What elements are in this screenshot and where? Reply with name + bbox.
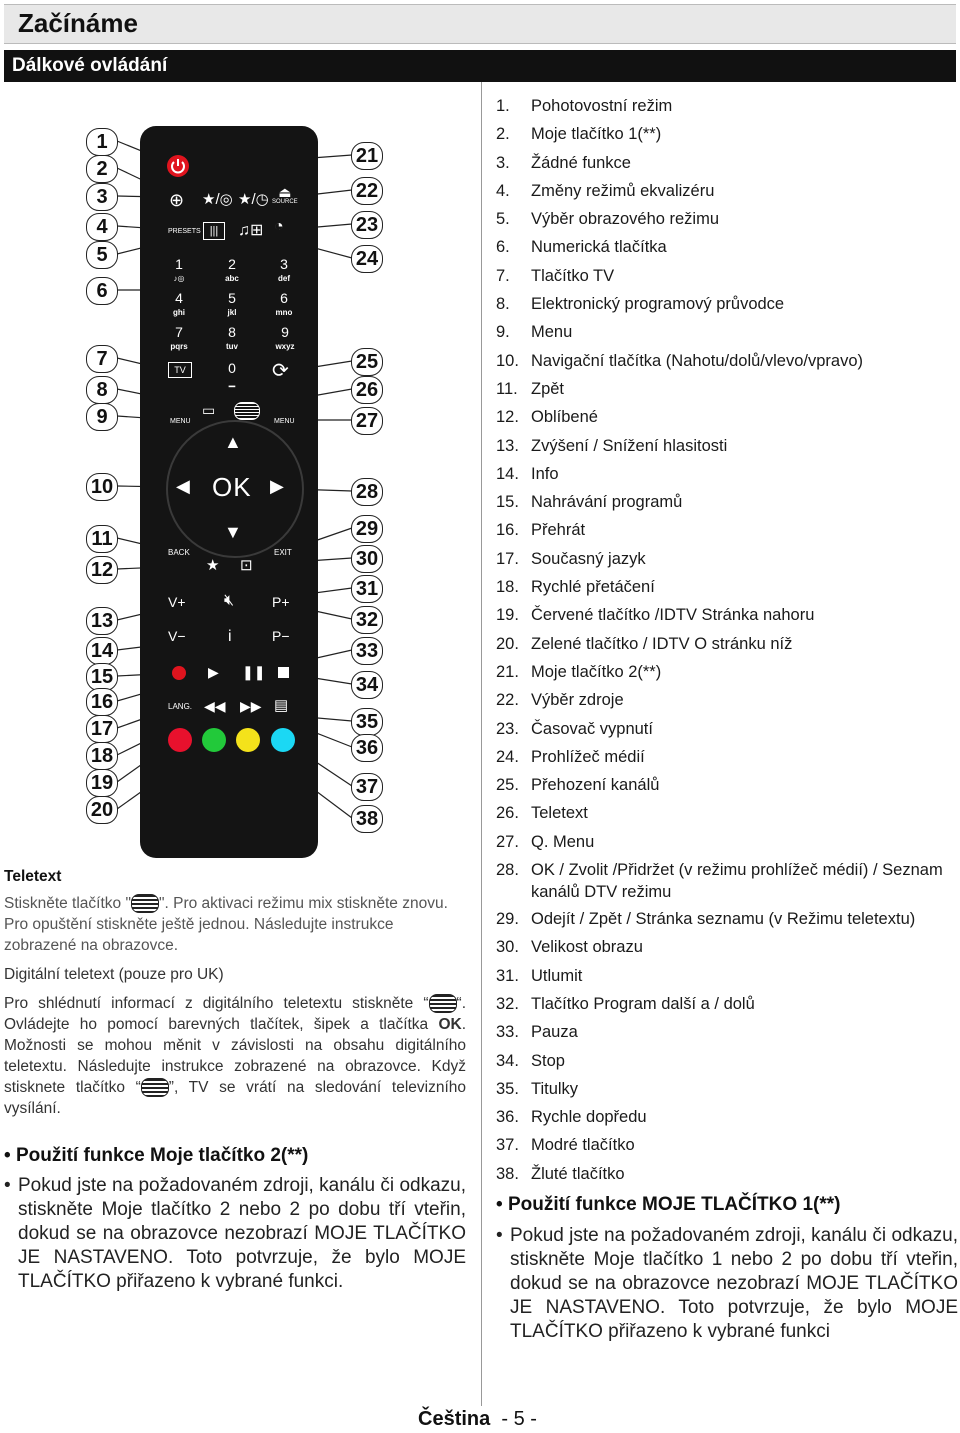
globe-icon: ⊕ bbox=[169, 190, 185, 210]
record-icon bbox=[172, 666, 186, 680]
program-down-key: P− bbox=[272, 628, 290, 644]
callout-33: 33 bbox=[351, 637, 383, 665]
digital-teletext-paragraph: Pro shlédnutí informací z digitálního teletextu stiskněte “ “. Ovládejte ho pomocí barevných tlačítek, šipek a tlačítka OK. Možnosti se mohou měnit v závislosti na obsahu digitálního teletextu. Následujte instrukce zobrazené na obrazovce. Když stisknete tlačítko “ ”, TV se vrátí na sledování televizního vysílání. bbox=[4, 995, 467, 1117]
num-key-5: 5 jkl bbox=[227, 290, 237, 317]
legend-text: Žádné funkce bbox=[531, 153, 631, 172]
epg-icon: ▭ bbox=[202, 402, 216, 418]
legend-text: Navigační tlačítka (Nahotu/dolů/vlevo/vpravo) bbox=[531, 351, 863, 370]
legend-number: 23. bbox=[496, 719, 519, 738]
play-icon: ▶ bbox=[208, 664, 219, 680]
lang-key-label: LANG. bbox=[168, 702, 193, 711]
favourites-icon: ★ bbox=[206, 557, 220, 574]
legend-number: 27. bbox=[496, 832, 519, 851]
legend-number: 25. bbox=[496, 776, 519, 795]
legend-item bbox=[496, 406, 958, 434]
callout-13: 13 bbox=[86, 607, 118, 635]
legend-item bbox=[496, 689, 958, 717]
legend-item bbox=[496, 548, 958, 576]
legend-number: 21. bbox=[496, 662, 519, 681]
callout-34: 34 bbox=[351, 671, 383, 699]
source-icon: ⏏ SOURCE bbox=[272, 184, 298, 205]
callout-18: 18 bbox=[86, 742, 118, 770]
arrow-up-icon: ▲ bbox=[224, 432, 242, 452]
legend-number: 16. bbox=[496, 521, 519, 540]
legend-item bbox=[496, 208, 958, 236]
legend-item bbox=[496, 1050, 958, 1078]
legend-item bbox=[496, 604, 958, 632]
callout-28: 28 bbox=[351, 478, 383, 506]
legend-item bbox=[496, 1163, 958, 1191]
teletext-icon bbox=[429, 994, 457, 1013]
digital-teletext-title: Digitální teletext (pouze pro UK) bbox=[4, 966, 224, 983]
callout-29: 29 bbox=[351, 515, 383, 543]
callout-22: 22 bbox=[351, 177, 383, 205]
legend-text: Titulky bbox=[531, 1079, 579, 1098]
num-key-7: 7 pqrs bbox=[170, 324, 188, 351]
q-menu-label: MENU bbox=[274, 418, 295, 425]
num-key-1-sub-icon: ♪◎ bbox=[173, 274, 185, 283]
callout-27: 27 bbox=[351, 407, 383, 435]
legend-text: Modré tlačítko bbox=[531, 1136, 635, 1155]
picture-size-icon: ⊡ bbox=[240, 557, 253, 574]
callout-38: 38 bbox=[351, 805, 383, 833]
legend-item bbox=[496, 123, 958, 151]
legend-number: 37. bbox=[496, 1136, 519, 1155]
legend-text: Prohlížeč médií bbox=[531, 747, 645, 766]
callout-20: 20 bbox=[86, 796, 118, 824]
legend-text: Časovač vypnutí bbox=[531, 719, 653, 738]
num-key-6: 6 mno bbox=[275, 290, 293, 317]
legend-text: Menu bbox=[531, 323, 573, 342]
callout-4: 4 bbox=[86, 213, 118, 241]
blue-key bbox=[271, 728, 295, 752]
callout-16: 16 bbox=[86, 688, 118, 716]
callout-6: 6 bbox=[86, 277, 118, 305]
callout-36: 36 bbox=[351, 734, 383, 762]
legend-text: Výběr zdroje bbox=[531, 691, 624, 710]
teletext-icon bbox=[131, 894, 159, 913]
legend-item bbox=[496, 491, 958, 519]
stop-icon bbox=[278, 667, 289, 678]
legend-text: Žluté tlačítko bbox=[531, 1164, 625, 1183]
num-key-8: 8 tuv bbox=[226, 324, 238, 351]
equalizer-icon: ||| bbox=[203, 222, 225, 240]
legend-item bbox=[496, 1106, 958, 1134]
legend-item bbox=[496, 746, 958, 774]
legend-text: Moje tlačítko 1(**) bbox=[531, 125, 662, 144]
legend-item bbox=[496, 350, 958, 378]
legend-text: Červené tlačítko /IDTV Stránka nahoru bbox=[531, 606, 815, 625]
legend-number: 3. bbox=[496, 153, 510, 172]
teletext-icon bbox=[234, 402, 260, 420]
sleep-timer-icon: ◔ bbox=[274, 218, 284, 235]
my-button-1-section bbox=[496, 1194, 958, 1344]
legend-text: Rychlé přetáčení bbox=[531, 578, 655, 597]
pause-icon: ❚❚ bbox=[242, 664, 266, 680]
power-icon bbox=[167, 155, 189, 177]
legend-text: Nahrávání programů bbox=[531, 493, 683, 512]
my-button-1-heading: • Použití funkce MOJE TLAČÍTKO 1(**) bbox=[496, 1194, 841, 1215]
section-title: Dálkové ovládání bbox=[12, 55, 168, 76]
subtitle-icon: ▤ bbox=[274, 697, 289, 714]
legend-number: 13. bbox=[496, 436, 519, 455]
my-button-2-section bbox=[4, 1145, 466, 1294]
callout-35: 35 bbox=[351, 708, 383, 736]
legend-item bbox=[496, 265, 958, 293]
legend-number: 4. bbox=[496, 181, 510, 200]
legend-text: Tlačítko Program další a / dolů bbox=[531, 994, 755, 1013]
callout-21: 21 bbox=[351, 142, 383, 170]
legend-number: 33. bbox=[496, 1023, 519, 1042]
legend-text: Utlumit bbox=[531, 966, 583, 985]
legend-text: Pohotovostní režim bbox=[531, 97, 673, 115]
legend-item bbox=[496, 936, 958, 964]
page-footer bbox=[418, 1408, 537, 1431]
legend-text: Přehození kanálů bbox=[531, 776, 660, 795]
back-key-label: BACK bbox=[168, 548, 190, 557]
legend-number: 36. bbox=[496, 1108, 519, 1127]
fast-forward-icon: ▶▶ bbox=[240, 698, 262, 714]
teletext-section bbox=[4, 866, 466, 1294]
legend-number: 19. bbox=[496, 606, 519, 625]
teletext-paragraph: Stiskněte tlačítko " ". Pro aktivaci režimu mix stiskněte znovu. Pro opuštění stiskněte ještě jednou. Následujte instrukce zobrazené na obrazovce. bbox=[4, 895, 448, 954]
legend-item bbox=[496, 519, 958, 547]
legend-item bbox=[496, 633, 958, 661]
tv-key-icon: TV bbox=[168, 362, 192, 378]
legend-text: Zpět bbox=[531, 379, 565, 398]
callout-10: 10 bbox=[86, 473, 118, 501]
legend-text: Tlačítko TV bbox=[531, 266, 615, 285]
num-key-3: 3 def bbox=[278, 256, 290, 283]
legend-number: 22. bbox=[496, 691, 519, 710]
my-button-1-body: • Pokud jste na požadovaném zdroji, kanálu či odkazu, stiskněte Moje tlačítko 1 nebo 2 po dobu tří vteřin, dokud se na obrazovce nezobrazí MOJE TLAČÍTKO JE NASTAVENO. Toto potvrzuje, že bylo MOJE TLAČÍTKO přiřazeno k vybrané funkci bbox=[496, 1225, 958, 1342]
legend-item bbox=[496, 293, 958, 321]
legend-number: 8. bbox=[496, 295, 510, 314]
legend-number: 28. bbox=[496, 861, 519, 880]
legend-item bbox=[496, 1078, 958, 1106]
legend-number: 14. bbox=[496, 464, 519, 483]
red-key bbox=[168, 728, 192, 752]
callout-37: 37 bbox=[351, 773, 383, 801]
yellow-key bbox=[236, 728, 260, 752]
legend-number: 2. bbox=[496, 125, 510, 144]
callout-12: 12 bbox=[86, 556, 118, 584]
legend-number: 24. bbox=[496, 747, 519, 766]
legend-number: 18. bbox=[496, 578, 519, 597]
legend-text: Rychle dopředu bbox=[531, 1108, 647, 1127]
callout-7: 7 bbox=[86, 345, 118, 373]
green-key bbox=[202, 728, 226, 752]
callout-5: 5 bbox=[86, 241, 118, 269]
callout-23: 23 bbox=[351, 211, 383, 239]
legend-item bbox=[496, 321, 958, 349]
menu-key-label: MENU bbox=[170, 418, 191, 425]
callout-31: 31 bbox=[351, 575, 383, 603]
num-key-2: 2 abc bbox=[225, 256, 239, 283]
callout-2: 2 bbox=[86, 155, 118, 183]
legend-number: 34. bbox=[496, 1051, 519, 1070]
legend-number: 5. bbox=[496, 210, 510, 229]
legend-item bbox=[496, 236, 958, 264]
legend-number: 30. bbox=[496, 938, 519, 957]
callout-24: 24 bbox=[351, 245, 383, 273]
legend-text: Pauza bbox=[531, 1023, 578, 1042]
picture-mode-icon: ♫⊞ bbox=[238, 222, 264, 239]
legend-text: OK / Zvolit /Přidržet (v režimu prohlížeč médií) / Seznam kanálů DTV režimu bbox=[531, 861, 943, 902]
callout-17: 17 bbox=[86, 715, 118, 743]
legend-number: 10. bbox=[496, 351, 519, 370]
legend-item bbox=[496, 180, 958, 208]
footer-page-number: - 5 - bbox=[501, 1408, 537, 1430]
legend-item bbox=[496, 661, 958, 689]
legend-number: 20. bbox=[496, 634, 519, 653]
legend-item bbox=[496, 152, 958, 180]
legend-text: Současný jazyk bbox=[531, 549, 646, 568]
exit-key-label: EXIT bbox=[274, 548, 292, 557]
legend-item bbox=[496, 463, 958, 491]
legend-number: 17. bbox=[496, 549, 519, 568]
num-key-1: 1 ♪◎ bbox=[168, 256, 190, 283]
callout-11: 11 bbox=[86, 525, 118, 553]
callout-3: 3 bbox=[86, 183, 118, 211]
legend-item bbox=[496, 993, 958, 1021]
rewind-icon: ◀◀ bbox=[204, 698, 226, 714]
legend-item bbox=[496, 774, 958, 802]
callout-15: 15 bbox=[86, 663, 118, 691]
legend-item bbox=[496, 965, 958, 993]
legend-item bbox=[496, 831, 958, 859]
mute-icon: 🔇︎ bbox=[224, 592, 235, 609]
legend-number: 11. bbox=[496, 379, 518, 398]
legend-item bbox=[496, 435, 958, 463]
arrow-down-icon: ▼ bbox=[224, 522, 242, 542]
num-key-4: 4 ghi bbox=[173, 290, 185, 317]
legend-item bbox=[496, 802, 958, 830]
button-legend-list bbox=[496, 95, 958, 1191]
legend-number: 29. bbox=[496, 910, 519, 929]
legend-text: Výběr obrazového režimu bbox=[531, 210, 720, 229]
legend-number: 35. bbox=[496, 1079, 519, 1098]
info-key-label: i bbox=[228, 628, 232, 645]
arrow-right-icon: ▶ bbox=[270, 476, 284, 496]
swap-icon: ⟳ bbox=[272, 360, 289, 382]
legend-text: Zelené tlačítko / IDTV O stránku níž bbox=[531, 634, 793, 653]
callout-8: 8 bbox=[86, 376, 118, 404]
legend-text: Moje tlačítko 2(**) bbox=[531, 662, 662, 681]
callout-9: 9 bbox=[86, 403, 118, 431]
legend-text: Přehrát bbox=[531, 521, 586, 540]
legend-text: Teletext bbox=[531, 804, 588, 823]
legend-text: Oblíbené bbox=[531, 408, 598, 427]
source-label: SOURCE bbox=[272, 199, 298, 205]
num-key-0: 0 ▁ bbox=[228, 360, 236, 387]
legend-item bbox=[496, 576, 958, 604]
my-button-2-heading: • Použití funkce Moje tlačítko 2(**) bbox=[4, 1145, 309, 1166]
presets-label: PRESETS bbox=[168, 228, 201, 235]
page-title: Začínáme bbox=[18, 8, 138, 38]
legend-text: Q. Menu bbox=[531, 832, 595, 851]
legend-item bbox=[496, 1134, 958, 1162]
legend-item bbox=[496, 1021, 958, 1049]
footer-language: Čeština bbox=[418, 1408, 491, 1430]
legend-text: Velikost obrazu bbox=[531, 938, 643, 957]
teletext-title: Teletext bbox=[4, 868, 62, 885]
legend-text: Info bbox=[531, 464, 559, 483]
teletext-icon bbox=[141, 1078, 169, 1097]
callout-26: 26 bbox=[351, 376, 383, 404]
callout-30: 30 bbox=[351, 545, 383, 573]
legend-number: 7. bbox=[496, 266, 510, 285]
legend-number: 15. bbox=[496, 493, 519, 512]
star-key-1-icon: ★/◎ bbox=[202, 191, 233, 208]
legend-item bbox=[496, 95, 958, 123]
callout-1: 1 bbox=[86, 128, 118, 156]
legend-item bbox=[496, 908, 958, 936]
legend-text: Zvýšení / Snížení hlasitosti bbox=[531, 436, 728, 455]
legend-text: Elektronický programový průvodce bbox=[531, 295, 785, 314]
legend-number: 38. bbox=[496, 1164, 519, 1183]
legend-number: 1. bbox=[496, 97, 510, 115]
legend-number: 32. bbox=[496, 994, 519, 1013]
volume-up-key: V+ bbox=[168, 594, 186, 610]
ok-key-label: OK bbox=[212, 472, 252, 502]
arrow-left-icon: ◀ bbox=[176, 476, 190, 496]
legend-item bbox=[496, 718, 958, 746]
remote-control bbox=[140, 126, 318, 858]
legend-item bbox=[496, 378, 958, 406]
legend-number: 9. bbox=[496, 323, 510, 342]
my-button-2-body: • Pokud jste na požadovaném zdroji, kanálu či odkazu, stiskněte Moje tlačítko 2 nebo 2 po dobu tří vteřin, dokud se na obrazovce nezobrazí MOJE TLAČÍTKO JE NASTAVENO. Toto potvrzuje, že bylo MOJE TLAČÍTKO přiřazeno k vybrané funkci. bbox=[4, 1175, 466, 1292]
num-key-9: 9 wxyz bbox=[275, 324, 295, 351]
star-key-2-icon: ★/◷ bbox=[238, 191, 269, 208]
legend-text: Numerická tlačítka bbox=[531, 238, 667, 257]
program-up-key: P+ bbox=[272, 594, 290, 610]
legend-number: 6. bbox=[496, 238, 510, 257]
legend-number: 26. bbox=[496, 804, 519, 823]
legend-item bbox=[496, 859, 958, 908]
legend-text: Stop bbox=[531, 1051, 565, 1070]
legend-number: 12. bbox=[496, 408, 519, 427]
volume-down-key: V− bbox=[168, 628, 186, 644]
legend-number: 31. bbox=[496, 966, 519, 985]
callout-25: 25 bbox=[351, 348, 383, 376]
legend-text: Změny režimů ekvalizéru bbox=[531, 181, 715, 200]
callout-14: 14 bbox=[86, 637, 118, 665]
callout-19: 19 bbox=[86, 769, 118, 797]
legend-text: Odejít / Zpět / Stránka seznamu (v Režimu teletextu) bbox=[531, 910, 916, 929]
callout-32: 32 bbox=[351, 606, 383, 634]
